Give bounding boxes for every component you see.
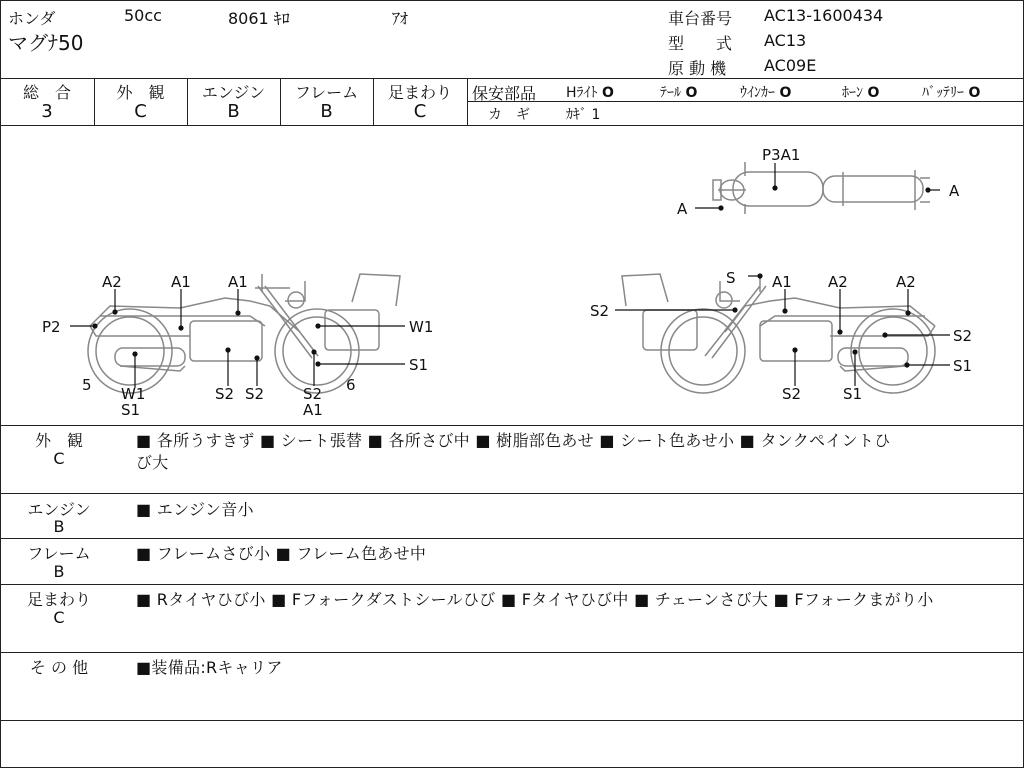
type-label: 型 式 [668,34,733,53]
safety-label: 保安部品 [472,84,537,103]
grade-exterior-label: 外 観 [116,83,165,102]
frame-no-label: 車台番号 [668,9,733,28]
svg-text:A2: A2 [102,273,122,291]
svg-text:S2: S2 [782,385,802,403]
svg-text:A1: A1 [228,273,248,291]
safety-winker: ｳｲﾝｶｰ O [740,85,792,101]
svg-text:S2: S2 [303,385,323,403]
grade-frame-label: フレーム [294,83,359,102]
grade-total-label: 総 合 [22,83,71,102]
svg-text:A1: A1 [772,273,792,291]
svg-text:A2: A2 [828,273,848,291]
key-label: カ ギ [488,107,530,123]
mileage: 8061 ｷﾛ [228,9,290,28]
damage-diagram [0,126,1024,424]
safety-battery: ﾊﾞｯﾃﾘｰ O [922,85,981,101]
top-view-sketch [713,162,930,214]
svg-text:S1: S1 [953,357,973,375]
right-side-sketch [622,274,935,393]
engine-label: 原 動 機 [668,59,727,78]
displacement: 50cc [124,6,162,25]
remark-exterior-line-1: ■ 各所うすきず ■ シート張替 ■ 各所さび中 ■ 樹脂部色あせ ■ シート色あせ小 ■ タンクペイントひ [136,431,891,450]
remark-other-label: そ の 他 [29,658,89,677]
remark-exterior-label: 外 観 [34,431,83,450]
key-value: ｶｷﾞ 1 [566,107,601,123]
svg-text:S2: S2 [215,385,235,403]
remark-engine-label: エンジン [27,500,91,519]
engine-value: AC09E [764,56,817,75]
color: ｱｵ [392,9,409,28]
diagram-labels [42,146,972,419]
damage-markers [70,163,950,388]
remark-frame-line-1: ■ フレームさび小 ■ フレーム色あせ中 [136,544,427,563]
type-value: AC13 [764,31,807,50]
svg-text:5: 5 [82,376,92,394]
remark-suspension-grade: C [53,608,65,627]
remark-frame-grade: B [53,562,65,581]
svg-text:P2: P2 [42,318,61,336]
grade-frame-value: B [320,101,333,122]
svg-text:6: 6 [346,376,356,394]
svg-text:S2: S2 [245,385,265,403]
svg-text:W1: W1 [409,318,434,336]
svg-text:S1: S1 [409,356,429,374]
maker: ホンダ [8,9,56,28]
remark-engine-line-1: ■ エンジン音小 [136,500,254,519]
svg-text:S2: S2 [953,327,973,345]
remark-exterior-line-2: び大 [136,453,169,472]
safety-headlight: Hﾗｲﾄ O [566,85,614,101]
svg-text:P3A1: P3A1 [762,146,801,164]
grade-suspension-value: C [413,101,427,122]
grade-engine-value: B [227,101,240,122]
svg-text:W1: W1 [121,385,146,403]
grade-exterior-value: C [134,101,147,122]
remark-other-line-1: ■装備品:Rキャリア [136,658,283,677]
svg-text:A: A [949,182,960,200]
safety-taillight: ﾃｰﾙ O [660,85,698,101]
remark-engine-grade: B [53,517,65,536]
model-name: マグﾅ50 [8,31,84,55]
remark-exterior-grade: C [53,449,65,468]
svg-text:A1: A1 [303,401,323,419]
svg-text:A1: A1 [171,273,191,291]
svg-text:S1: S1 [121,401,141,419]
grade-engine-label: エンジン [201,83,266,102]
grade-suspension-label: 足まわり [387,83,452,102]
frame-no: AC13-1600434 [764,6,884,25]
remark-suspension-label: 足まわり [26,590,91,609]
svg-text:S1: S1 [843,385,863,403]
safety-horn: ﾎｰﾝ O [842,85,880,101]
remark-frame-label: フレーム [27,544,91,563]
remark-suspension-line-1: ■ Rタイヤひび小 ■ Fフォークダストシールひび ■ Fタイヤひび中 ■ チェーンさび大 ■ Fフォークまがり小 [136,590,934,609]
svg-text:A2: A2 [896,273,916,291]
svg-text:S2: S2 [590,302,610,320]
svg-text:S: S [726,269,736,287]
grade-total-value: 3 [41,101,53,122]
svg-text:A: A [677,200,688,218]
